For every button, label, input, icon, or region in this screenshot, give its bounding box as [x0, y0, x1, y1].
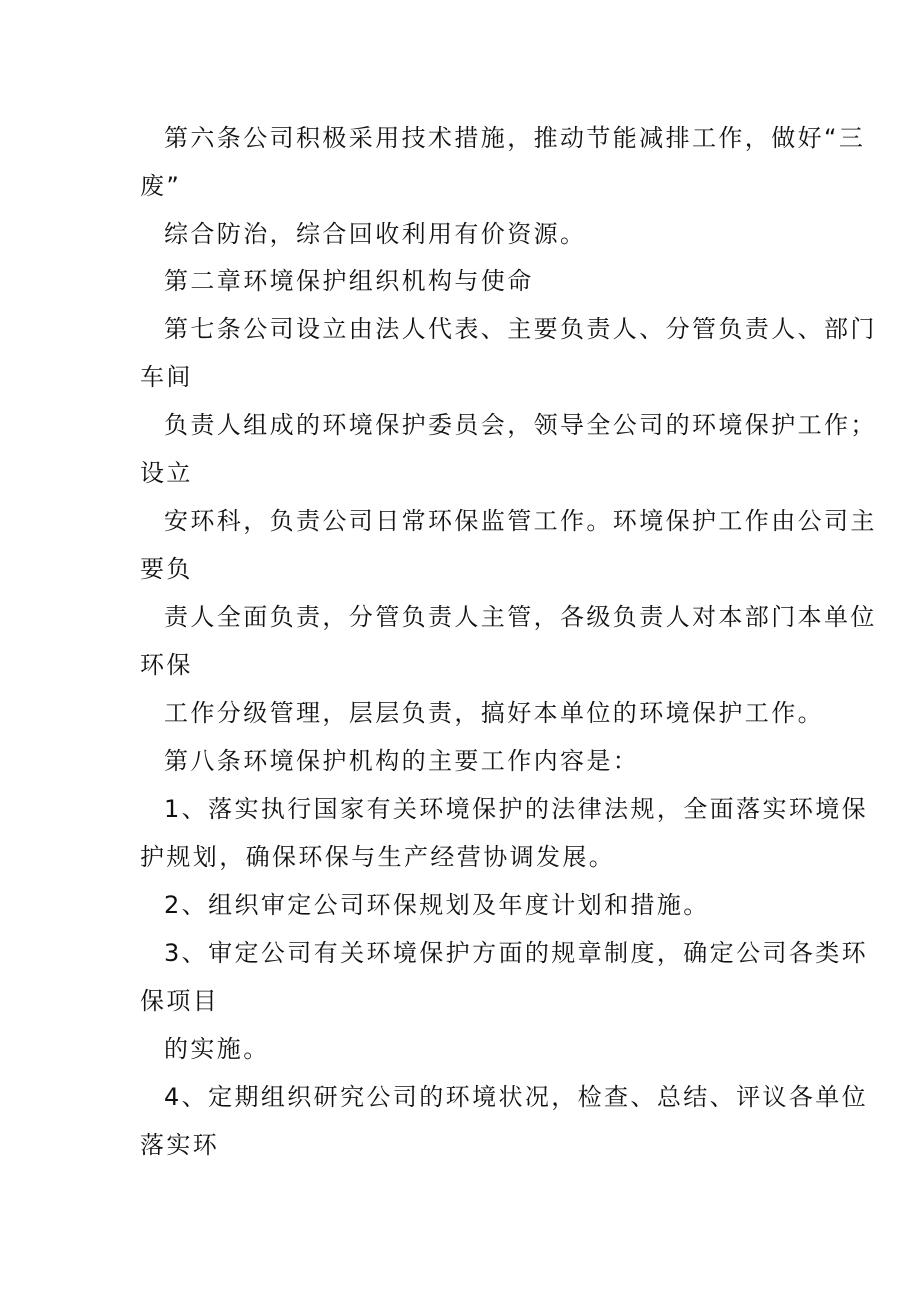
text-line: 第七条公司设立由法人代表、主要负责人、分管负责人、部门	[164, 315, 877, 343]
text-line: 安环科，负责公司日常环保监管工作。环境保护工作由公司主	[164, 507, 877, 535]
text-line: 设立	[140, 459, 193, 487]
text-line: 负责人组成的环境保护委员会，领导全公司的环境保护工作；	[164, 411, 877, 439]
text-line: 废”	[140, 172, 182, 200]
text-line: 责人全面负责，分管负责人主管，各级负责人对本部门本单位	[164, 603, 877, 631]
text-line: 的实施。	[164, 1035, 270, 1063]
chapter-heading: 第二章环境保护组织机构与使命	[164, 267, 534, 295]
text-line: 工作分级管理，层层负责，搞好本单位的环境保护工作。	[164, 699, 824, 727]
list-item: 3、审定公司有关环境保护方面的规章制度，确定公司各类环	[164, 939, 869, 967]
text-line: 第八条环境保护机构的主要工作内容是：	[164, 747, 640, 775]
text-line: 环保	[140, 651, 193, 679]
list-item: 2、组织审定公司环保规划及年度计划和措施。	[164, 891, 710, 919]
list-item: 1、落实执行国家有关环境保护的法律法规，全面落实环境保	[164, 795, 869, 823]
list-item: 4、定期组织研究公司的环境状况，检查、总结、评议各单位	[164, 1083, 869, 1111]
text-line: 车间	[140, 363, 193, 391]
text-line: 要负	[140, 555, 193, 583]
text-line: 综合防治，综合回收利用有价资源。	[164, 220, 587, 248]
text-line: 护规划，确保环保与生产经营协调发展。	[140, 843, 616, 871]
text-line: 保项目	[140, 987, 220, 1015]
text-line: 第六条公司积极采用技术措施，推动节能减排工作，做好“三	[164, 124, 866, 152]
text-line: 落实环	[140, 1131, 220, 1159]
